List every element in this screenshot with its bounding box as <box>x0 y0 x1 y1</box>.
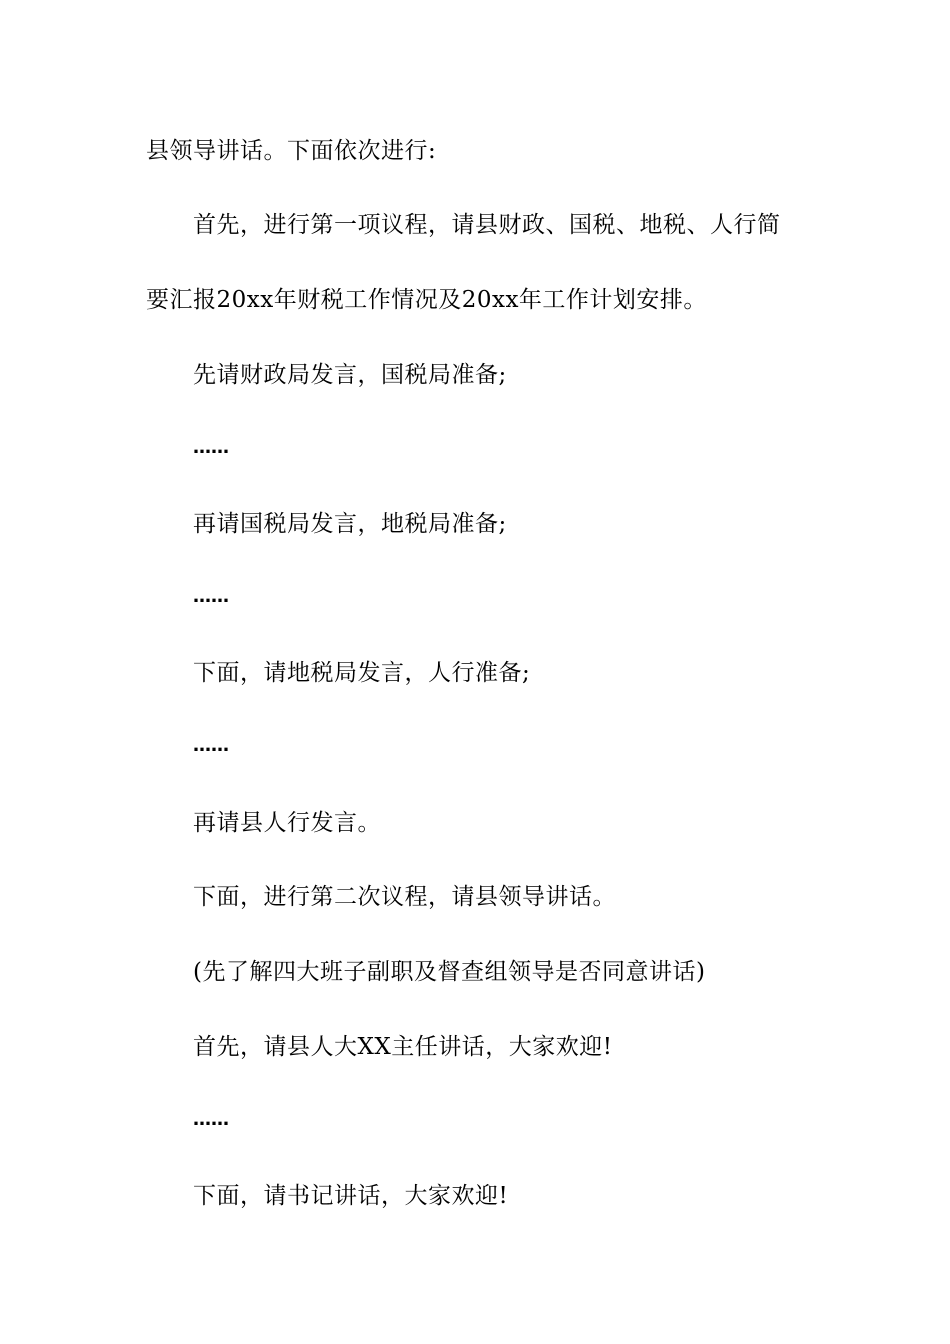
paragraph-line: 县领导讲话。下面依次进行: <box>146 138 437 164</box>
ellipsis-line: …… <box>193 437 229 458</box>
paragraph-line: 下面，请书记讲话，大家欢迎! <box>193 1183 509 1209</box>
paragraph-line: 先请财政局发言，国税局准备; <box>193 362 507 388</box>
paragraph-line: 首先，请县人大XX主任讲话，大家欢迎! <box>193 1034 613 1060</box>
paragraph-line: 下面，请地税局发言，人行准备; <box>193 660 531 686</box>
ellipsis-line: …… <box>193 735 229 756</box>
ellipsis-line: …… <box>193 586 229 607</box>
paragraph-line: 下面，进行第二次议程，请县领导讲话。 <box>193 884 616 910</box>
paragraph-line: (先了解四大班子副职及督查组领导是否同意讲话) <box>193 959 706 985</box>
paragraph-line: 再请县人行发言。 <box>193 810 381 836</box>
ellipsis-line: …… <box>193 1109 229 1130</box>
paragraph-line: 要汇报20xx年财税工作情况及20xx年工作计划安排。 <box>146 287 707 313</box>
paragraph-line: 首先，进行第一项议程，请县财政、国税、地税、人行简 <box>193 212 781 238</box>
paragraph-line: 再请国税局发言，地税局准备; <box>193 511 507 537</box>
